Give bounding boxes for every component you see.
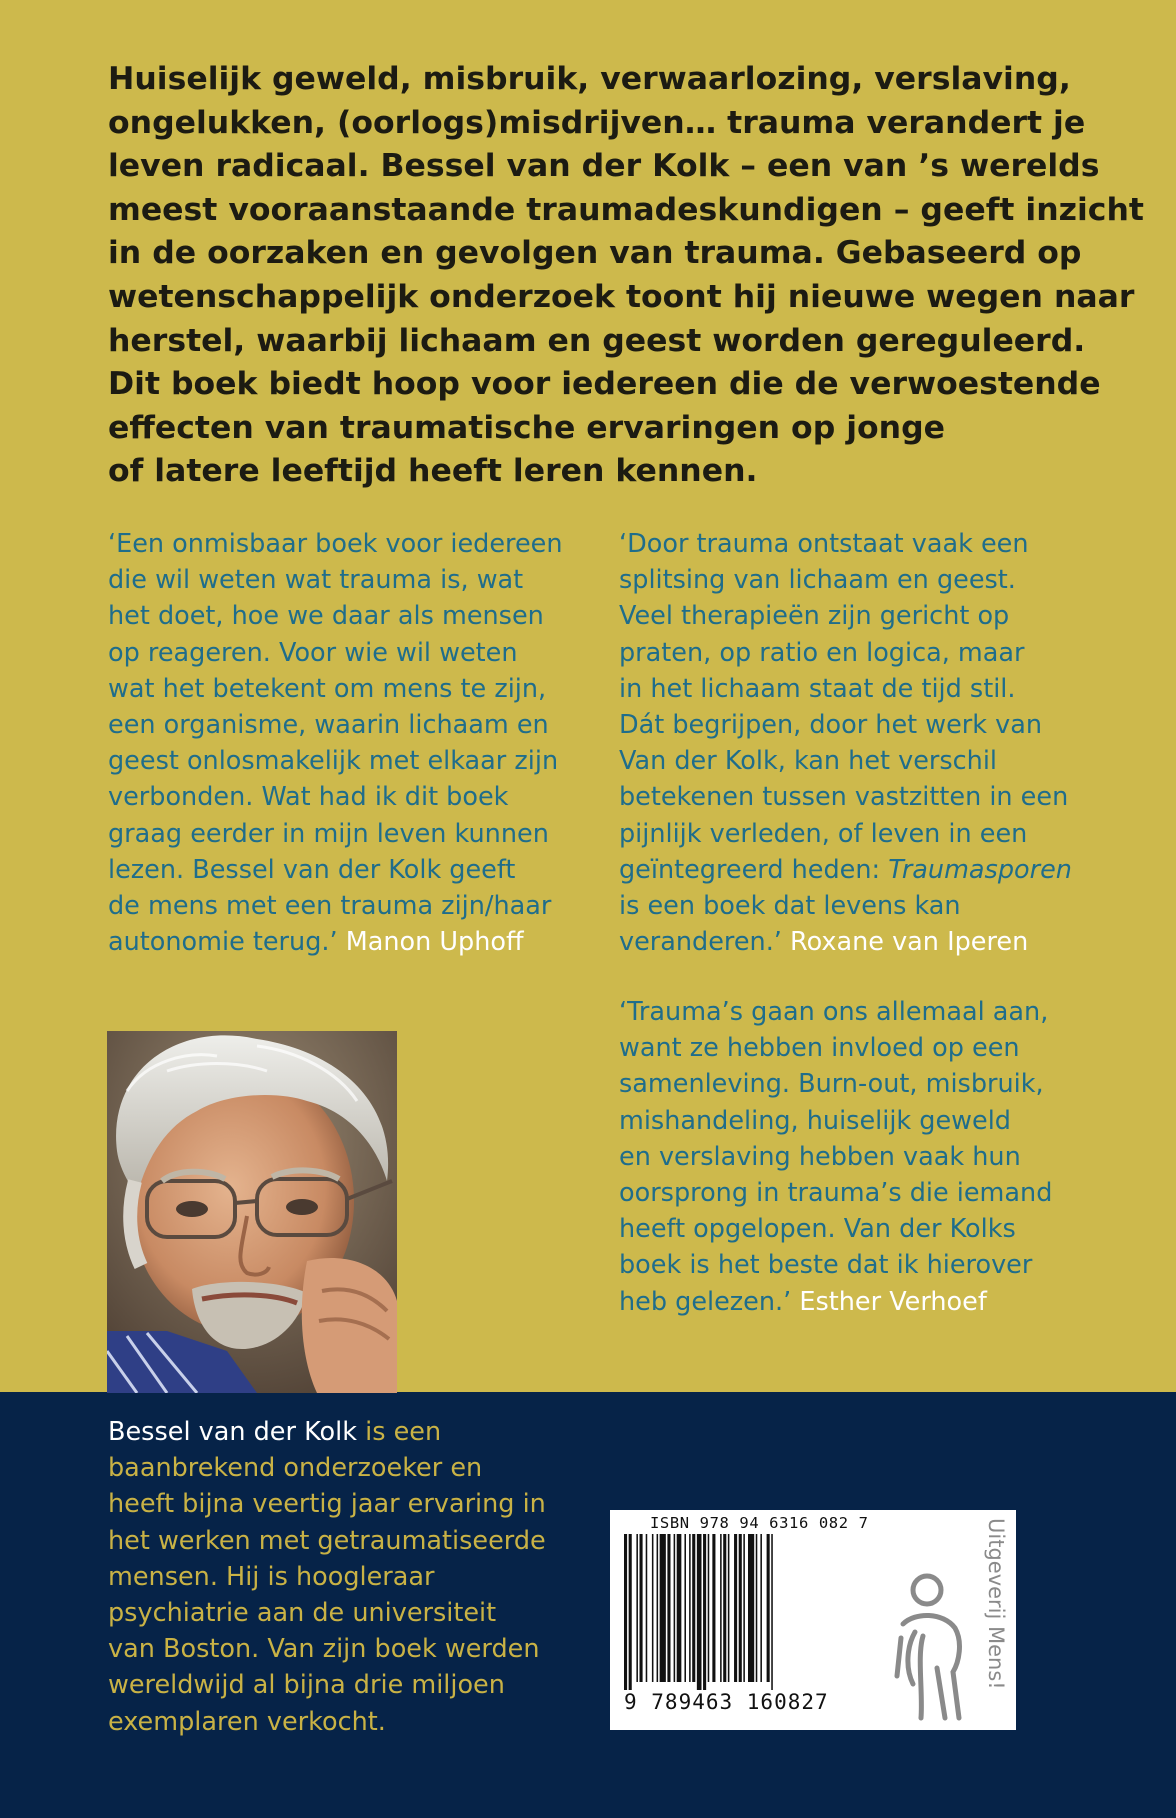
barcode-bar <box>743 1534 745 1682</box>
barcode-bar <box>689 1534 691 1682</box>
intro-line: effecten van traumatische ervaringen op jonge <box>108 409 945 446</box>
intro-line: in de oorzaken en gevolgen van trauma. Gebaseerd op <box>108 235 1082 272</box>
quote-line: ‘Een onmisbaar boek voor iedereen <box>108 529 563 559</box>
intro-line: Dit boek biedt hoop voor iedereen die de verwoestende <box>108 366 1101 403</box>
barcode-bar <box>767 1534 770 1682</box>
bio-line: wereldwijd al bijna drie miljoen <box>108 1670 505 1701</box>
barcode-bar <box>697 1534 702 1690</box>
quote-line: ‘Door trauma ontstaat vaak een <box>619 529 1029 559</box>
quote-line: is een boek dat levens kan <box>619 891 961 922</box>
bio-line: baanbrekend onderzoeker en <box>108 1453 483 1484</box>
intro-line: Huiselijk geweld, misbruik, verwaarlozing, verslaving, <box>108 61 1071 97</box>
quote-line-end: autonomie terug.’ <box>108 927 338 958</box>
quote-line: want ze hebben invloed op een <box>619 1033 1020 1064</box>
quote-line: Veel therapieën zijn gericht op <box>619 601 1010 632</box>
barcode-bar <box>720 1534 722 1682</box>
quote-line: lezen. Bessel van der Kolk geeft <box>108 854 516 885</box>
barcode-bar <box>728 1534 730 1682</box>
barcode-bar <box>624 1534 627 1690</box>
barcode-bar <box>739 1534 742 1682</box>
quote-line: pijnlijk verleden, of leven in een <box>619 818 1028 849</box>
barcode-bar <box>652 1534 654 1682</box>
barcode-bar <box>703 1534 706 1690</box>
barcode-panel <box>610 1510 1016 1730</box>
barcode-bar <box>674 1534 676 1682</box>
quote-roxane-van-iperen <box>619 526 1072 960</box>
author-name: Bessel van der Kolk <box>108 1417 357 1447</box>
barcode-bar <box>723 1534 726 1682</box>
quote-last-line <box>619 1284 1052 1320</box>
quote-line-end: veranderen.’ <box>619 927 782 958</box>
barcode-bar <box>629 1534 632 1690</box>
isbn-label: ISBN 978 94 6316 082 7 <box>650 1514 869 1532</box>
intro-line: meest vooraanstaande traumadeskundigen – geeft inzicht <box>108 191 1144 228</box>
quote-esther-verhoef <box>619 994 1052 1320</box>
barcode-bar <box>657 1534 659 1682</box>
quote-line: op reageren. Voor wie wil weten <box>108 637 518 668</box>
barcode-bar <box>771 1534 773 1690</box>
quote-line: praten, op ratio en logica, maar <box>619 637 1025 668</box>
quote-line: oorsprong in trauma’s die iemand <box>619 1178 1053 1209</box>
bio-line: exemplaren verkocht. <box>108 1706 386 1737</box>
quote-author: Esther Verhoef <box>799 1286 987 1317</box>
bio-text: is een <box>357 1417 442 1447</box>
quote-line: het doet, hoe we daar als mensen <box>108 601 544 632</box>
quote-line: verbonden. Wat had ik dit boek <box>108 782 509 813</box>
quote-line: geest onlosmakelijk met elkaar zijn <box>108 746 559 777</box>
quote-line: een organisme, waarin lichaam en <box>108 710 549 741</box>
barcode-bar <box>756 1534 758 1682</box>
publisher-logo-icon <box>893 1572 973 1722</box>
quote-line: de mens met een trauma zijn/haar <box>108 891 552 922</box>
quote-line: en verslaving hebben vaak hun <box>619 1141 1021 1172</box>
quote-line: graag eerder in mijn leven kunnen <box>108 818 549 849</box>
quote-line: heeft opgelopen. Van der Kolks <box>619 1214 1016 1245</box>
ean-digits: 9 789463 160827 <box>624 1690 829 1714</box>
quote-line: ‘Trauma’s gaan ons allemaal aan, <box>619 997 1049 1027</box>
bio-line: psychiatrie aan de universiteit <box>108 1598 497 1629</box>
intro-blurb <box>108 58 1144 494</box>
publisher-name: Uitgeverij Mens! <box>984 1518 1008 1690</box>
quote-line: samenleving. Burn-out, misbruik, <box>619 1069 1044 1100</box>
quote-line-title <box>619 852 1072 888</box>
barcode-bar <box>760 1534 762 1682</box>
quote-author: Roxane van Iperen <box>790 927 1029 958</box>
intro-line: ongelukken, (oorlogs)misdrijven… trauma verandert je <box>108 104 1086 141</box>
quote-line: die wil weten wat trauma is, wat <box>108 565 524 596</box>
quote-line: in het lichaam staat de tijd stil. <box>619 673 1016 704</box>
intro-line: of latere leeftijd heeft leren kennen. <box>108 453 758 490</box>
quote-line: Dát begrijpen, door het werk van <box>619 710 1043 741</box>
quote-line: splitsing van lichaam en geest. <box>619 565 1016 596</box>
barcode-bar <box>734 1534 737 1682</box>
quote-manon-uphoff <box>108 526 563 960</box>
quote-line: mishandeling, huiselijk geweld <box>619 1105 1011 1136</box>
quote-line: boek is het beste dat ik hierover <box>619 1250 1033 1281</box>
quote-line: betekenen tussen vastzitten in een <box>619 782 1069 813</box>
barcode-bar <box>692 1534 695 1682</box>
bio-line: mensen. Hij is hoogleraar <box>108 1561 435 1592</box>
intro-line: leven radicaal. Bessel van der Kolk – een van ’s werelds <box>108 148 1100 185</box>
barcode-bar <box>640 1534 643 1682</box>
barcode-bar <box>677 1534 682 1682</box>
barcode-bar <box>646 1534 648 1682</box>
bio-line: heeft bijna veertig jaar ervaring in <box>108 1489 546 1520</box>
barcode-bar <box>708 1534 710 1682</box>
intro-line: wetenschappelijk onderzoek toont hij nieuwe wegen naar <box>108 278 1135 315</box>
barcode-bar <box>667 1534 670 1682</box>
bio-line: het werken met getraumatiseerde <box>108 1525 546 1556</box>
quote-author: Manon Uphoff <box>345 927 524 958</box>
author-photo <box>107 1031 397 1393</box>
barcode-bar <box>684 1534 686 1682</box>
quote-line-end: heb gelezen.’ <box>619 1286 792 1317</box>
bio-first-line <box>108 1414 546 1450</box>
quote-line: wat het betekent om mens te zijn, <box>108 673 547 704</box>
intro-line: herstel, waarbij lichaam en geest worden gereguleerd. <box>108 322 1086 359</box>
barcode-bar <box>636 1534 638 1682</box>
book-title: Traumasporen <box>888 854 1072 885</box>
barcode-bar <box>660 1534 666 1682</box>
author-bio <box>108 1414 546 1740</box>
quote-line: Van der Kolk, kan het verschil <box>619 746 998 777</box>
quote-last-line <box>619 924 1072 960</box>
barcode <box>624 1534 884 1690</box>
quote-line-start: geïntegreerd heden: <box>619 854 889 885</box>
quote-last-line <box>108 924 563 960</box>
barcode-bar <box>712 1534 715 1682</box>
barcode-bar <box>748 1534 754 1682</box>
author-photo-illustration <box>107 1031 397 1393</box>
bio-line: van Boston. Van zijn boek werden <box>108 1634 540 1665</box>
